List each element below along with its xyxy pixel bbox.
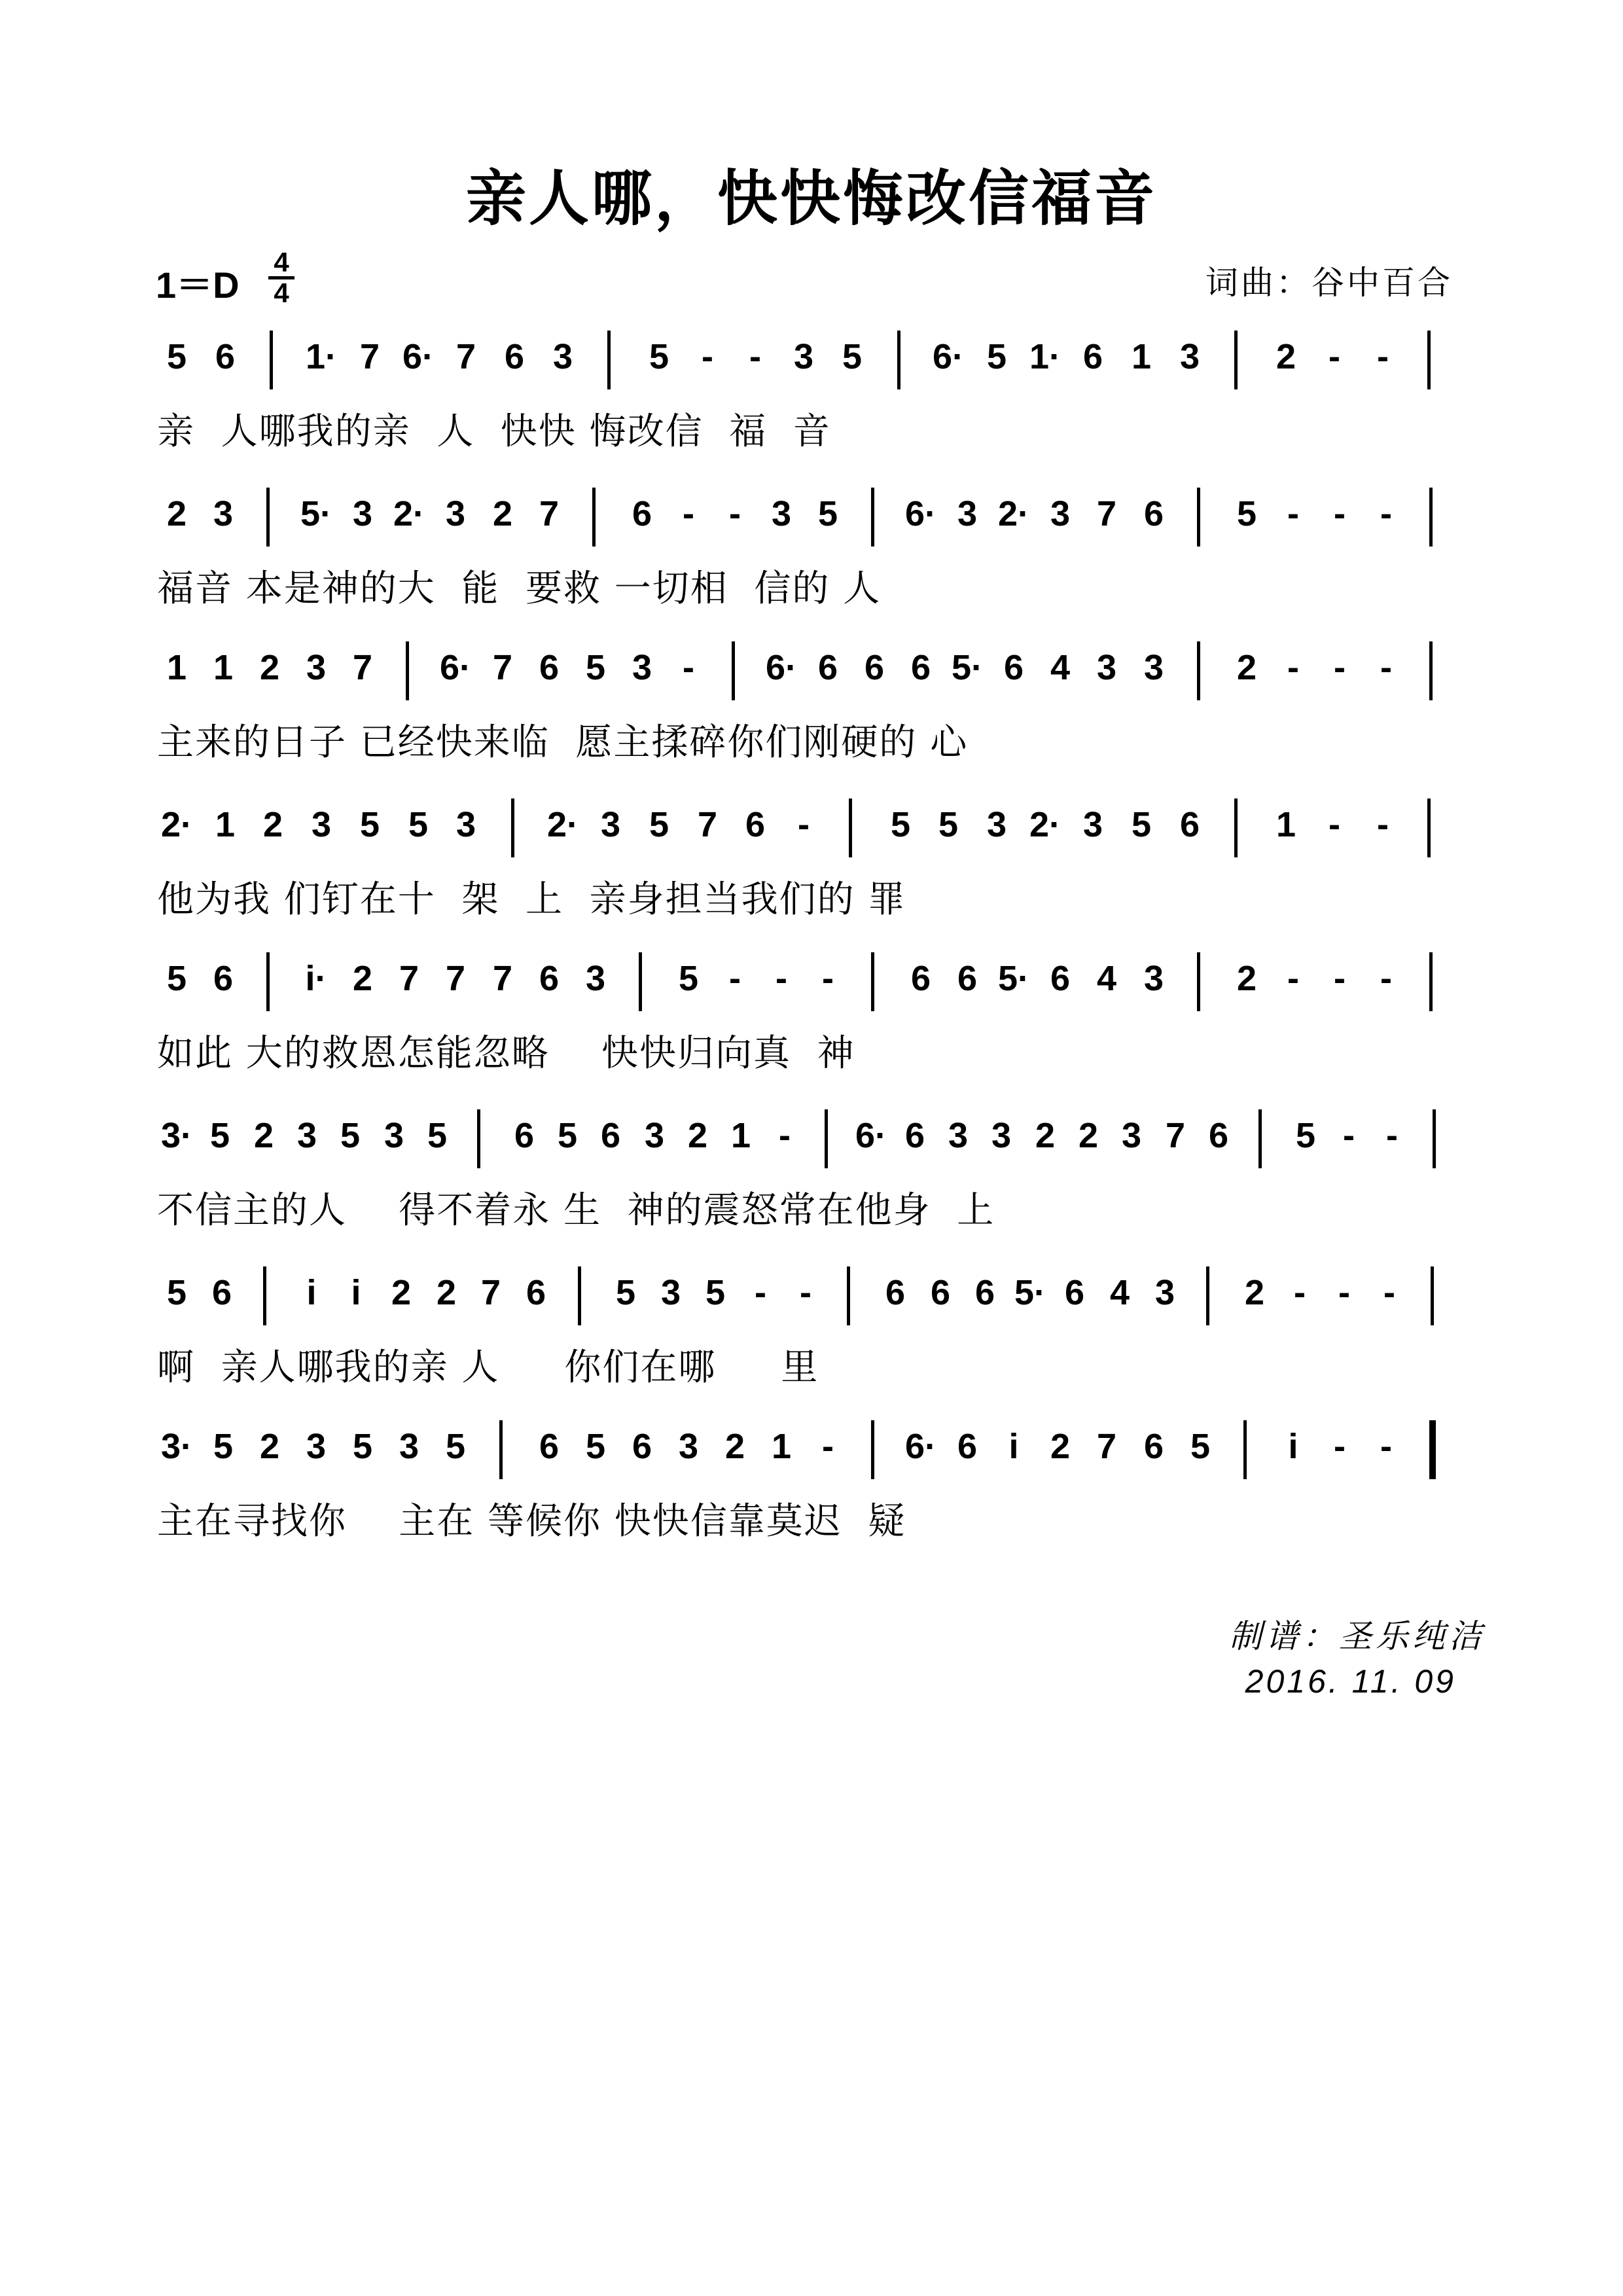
note: i (1008, 1427, 1019, 1466)
barline (406, 641, 409, 700)
arrangement-date: 2016. 11. 09 (1245, 1663, 1456, 1700)
note-dash: - (1380, 1427, 1392, 1466)
final-barline (1429, 1420, 1436, 1479)
barline (639, 952, 642, 1011)
note: 2 (1078, 1116, 1099, 1155)
note: 1 (215, 805, 236, 844)
barline (263, 1266, 266, 1325)
lyric-line: 不信主的人 得不着永 生 神的震怒常在他身 上 (157, 1189, 995, 1232)
time-signature-top: 4 (274, 247, 289, 278)
note: 5 (209, 1116, 230, 1155)
staff-line (157, 638, 1472, 776)
note: 6 (1208, 1116, 1229, 1155)
note: 3 (793, 337, 814, 376)
barline (511, 798, 514, 857)
note-dash: - (1380, 494, 1392, 533)
notation-row (157, 1417, 1472, 1496)
note: 6 (1143, 1427, 1164, 1466)
note: 2· (546, 805, 579, 844)
note: 2 (1236, 959, 1257, 998)
note-dash: - (1329, 337, 1340, 376)
note-dash: - (1287, 648, 1299, 687)
note: 3 (1121, 1116, 1142, 1155)
note: 2 (436, 1273, 457, 1312)
note: 7 (492, 959, 513, 998)
note: 3 (311, 805, 332, 844)
barline (592, 488, 596, 547)
note: 5 (585, 648, 606, 687)
note: 6· (855, 1116, 887, 1155)
note: 3 (1154, 1273, 1175, 1312)
note-dash: - (729, 494, 741, 533)
note-dash: - (1334, 494, 1346, 533)
note: 6· (765, 648, 797, 687)
notation-row (157, 949, 1472, 1028)
barline (1427, 331, 1431, 389)
note: 6 (974, 1273, 995, 1312)
note: 7 (697, 805, 718, 844)
barline (270, 331, 273, 389)
note: 6· (904, 494, 936, 533)
note: 3· (160, 1427, 192, 1466)
note-dash: - (1383, 1273, 1395, 1312)
note: 6 (910, 648, 931, 687)
note: 4 (1096, 959, 1117, 998)
note: i· (305, 959, 327, 998)
note-dash: - (798, 805, 810, 844)
note: 2 (1275, 337, 1296, 376)
note: 7 (455, 337, 476, 376)
note-dash: - (749, 337, 761, 376)
note-dash: - (1343, 1116, 1355, 1155)
note: 7 (399, 959, 419, 998)
barline (1206, 1266, 1209, 1325)
note: 7 (539, 494, 560, 533)
note: 5 (842, 337, 863, 376)
note: 7 (1096, 1427, 1117, 1466)
note: 7 (359, 337, 380, 376)
note: 4 (1050, 648, 1071, 687)
note: 5 (445, 1427, 466, 1466)
note: 6 (1179, 805, 1200, 844)
note-dash: - (822, 959, 834, 998)
note: 5 (213, 1427, 234, 1466)
note-dash: - (683, 648, 694, 687)
note: 2 (1236, 648, 1257, 687)
note: 5 (585, 1427, 606, 1466)
note: 2 (262, 805, 283, 844)
note: 1· (305, 337, 337, 376)
barline (897, 331, 901, 389)
note: 3 (306, 648, 327, 687)
barline (1197, 488, 1200, 547)
note: 1 (166, 648, 187, 687)
note: i (351, 1273, 361, 1312)
note: 3 (1179, 337, 1200, 376)
barline (499, 1420, 503, 1479)
note: 3 (383, 1116, 404, 1155)
composer-credit: 词曲：谷中百合 (1205, 264, 1453, 302)
lyric-line: 啊 亲人哪我的亲 人 你们在哪 里 (157, 1346, 819, 1389)
note: 6 (600, 1116, 621, 1155)
barline (1197, 641, 1200, 700)
note: 5· (300, 494, 332, 533)
staff-line (157, 327, 1472, 465)
barline (266, 952, 270, 1011)
key-signature: 1＝D (156, 264, 240, 306)
note: 5 (557, 1116, 578, 1155)
arranger-credit: 制谱：圣乐纯洁 (1229, 1617, 1486, 1655)
note: 5 (166, 959, 187, 998)
barline (1258, 1109, 1262, 1168)
notation-row (157, 1263, 1472, 1342)
lyric-line: 主在寻找你 主在 等候你 快快信靠莫迟 疑 (157, 1500, 906, 1543)
note: 3 (399, 1427, 419, 1466)
note-dash: - (729, 959, 741, 998)
note: 3 (455, 805, 476, 844)
note: 3 (991, 1116, 1012, 1155)
note: 3 (660, 1273, 681, 1312)
note-dash: - (1287, 959, 1299, 998)
note: 3 (948, 1116, 969, 1155)
barline (1429, 488, 1433, 547)
note: 2 (1244, 1273, 1265, 1312)
note: 2 (259, 648, 280, 687)
note: 6 (215, 337, 236, 376)
note-dash: - (1377, 805, 1389, 844)
notation-row (157, 327, 1472, 406)
note: 3 (957, 494, 978, 533)
note: 6· (402, 337, 434, 376)
note: 3 (352, 494, 373, 533)
note-dash: - (1338, 1273, 1350, 1312)
barline (1243, 1420, 1247, 1479)
notation-row (157, 795, 1472, 874)
note-dash: - (1334, 648, 1346, 687)
note: 3 (213, 494, 234, 533)
note: 5 (1236, 494, 1257, 533)
note: 1 (1275, 805, 1296, 844)
barline (578, 1266, 581, 1325)
staff-line (157, 1263, 1472, 1401)
note: 1 (730, 1116, 751, 1155)
barline (871, 952, 874, 1011)
lyric-line: 如此 大的救恩怎能忽略 快快归向真 神 (157, 1032, 855, 1075)
barline (607, 331, 611, 389)
note: 6 (1050, 959, 1071, 998)
note: 6 (817, 648, 838, 687)
note: 6 (745, 805, 766, 844)
note: 5 (427, 1116, 448, 1155)
time-signature (268, 249, 294, 307)
note: 5 (166, 1273, 187, 1312)
note: 6 (514, 1116, 535, 1155)
note-dash: - (1329, 805, 1340, 844)
barline (1427, 798, 1431, 857)
note-dash: - (822, 1427, 834, 1466)
note: 5 (1295, 1116, 1316, 1155)
note: 5 (678, 959, 699, 998)
note-dash: - (1386, 1116, 1398, 1155)
note: 6 (864, 648, 885, 687)
note-dash: - (1294, 1273, 1306, 1312)
note: 5 (408, 805, 429, 844)
lyric-line: 亲 人哪我的亲 人 快快 悔改信 福 音 (157, 410, 831, 453)
lyric-line: 他为我 们钉在十 架 上 亲身担当我们的 罪 (157, 878, 906, 921)
time-signature-bottom: 4 (268, 276, 294, 307)
note: 2· (1029, 805, 1061, 844)
note-dash: - (1377, 337, 1389, 376)
note: 6· (932, 337, 964, 376)
note: 5 (352, 1427, 373, 1466)
note: i (1288, 1427, 1298, 1466)
barline (477, 1109, 480, 1168)
note-dash: - (776, 959, 787, 998)
note: 6 (539, 648, 560, 687)
note-dash: - (800, 1273, 812, 1312)
note: 6 (539, 1427, 560, 1466)
note: 6 (930, 1273, 951, 1312)
note: 3 (1050, 494, 1071, 533)
barline (1429, 641, 1433, 700)
note: 2 (492, 494, 513, 533)
note: 5 (890, 805, 911, 844)
note: 2 (253, 1116, 274, 1155)
note: 7 (1096, 494, 1117, 533)
note: 6 (539, 959, 560, 998)
note: 3 (296, 1116, 317, 1155)
lyric-line: 主来的日子 已经快来临 愿主揉碎你们刚硬的 心 (157, 721, 969, 764)
note: i (306, 1273, 317, 1312)
lyric-line: 福音 本是神的大 能 要救 一切相 信的 人 (157, 567, 882, 610)
note: 5 (649, 337, 669, 376)
note: 2 (1035, 1116, 1056, 1155)
note: 3 (1082, 805, 1103, 844)
note: 6 (904, 1116, 925, 1155)
note-dash: - (1380, 959, 1392, 998)
note: 3 (678, 1427, 699, 1466)
note: 1 (771, 1427, 792, 1466)
note: 3 (306, 1427, 327, 1466)
song-title: 亲人哪，快快悔改信福音 (465, 164, 1157, 234)
note: 2 (687, 1116, 708, 1155)
note: 5 (817, 494, 838, 533)
notation-row (157, 638, 1472, 717)
note: 1 (1131, 337, 1152, 376)
note: 2· (160, 805, 192, 844)
note: 5 (359, 805, 380, 844)
note: 5 (1190, 1427, 1211, 1466)
staff-line (157, 949, 1472, 1086)
barline (1197, 952, 1200, 1011)
note: 2 (1050, 1427, 1071, 1466)
note: 4 (1109, 1273, 1130, 1312)
staff-line (157, 484, 1472, 622)
note: 5 (615, 1273, 636, 1312)
note: 7 (492, 648, 513, 687)
barline (825, 1109, 828, 1168)
note: 5 (166, 337, 187, 376)
note: 7 (445, 959, 466, 998)
note-dash: - (1287, 494, 1299, 533)
note: 3 (600, 805, 621, 844)
note: 3 (771, 494, 792, 533)
note: 3 (632, 648, 652, 687)
staff-line (157, 1106, 1472, 1244)
note-dash: - (1334, 959, 1346, 998)
note-dash: - (779, 1116, 791, 1155)
barline (1433, 1109, 1436, 1168)
note: 6 (504, 337, 525, 376)
barline (732, 641, 735, 700)
note: 5 (649, 805, 669, 844)
note: 1· (1029, 337, 1061, 376)
note: 6· (439, 648, 471, 687)
note: 6 (957, 959, 978, 998)
barline (1429, 952, 1433, 1011)
note: 5 (1131, 805, 1152, 844)
note: 3 (644, 1116, 665, 1155)
note: 2 (259, 1427, 280, 1466)
notation-row (157, 1106, 1472, 1185)
note: 5 (986, 337, 1007, 376)
note: 3 (1143, 959, 1164, 998)
note: 3 (552, 337, 573, 376)
note: 5· (951, 648, 983, 687)
note: 3 (1143, 648, 1164, 687)
note: 6 (632, 1427, 652, 1466)
note: 5 (705, 1273, 726, 1312)
note: 6 (213, 959, 234, 998)
note: 7 (480, 1273, 501, 1312)
note-dash: - (702, 337, 713, 376)
note: 1 (213, 648, 234, 687)
barline (1234, 798, 1238, 857)
barline (871, 1420, 874, 1479)
barline (1431, 1266, 1434, 1325)
note: 6 (526, 1273, 546, 1312)
note: 6 (885, 1273, 906, 1312)
note: 3 (585, 959, 606, 998)
barline (849, 798, 852, 857)
note: 5 (938, 805, 959, 844)
staff-line (157, 795, 1472, 933)
note: 6 (1064, 1273, 1085, 1312)
note: 3· (160, 1116, 192, 1155)
note: 6 (910, 959, 931, 998)
note: 6· (904, 1427, 936, 1466)
note-dash: - (755, 1273, 766, 1312)
note: 2 (391, 1273, 412, 1312)
barline (266, 488, 270, 547)
note-dash: - (1380, 648, 1392, 687)
staff-line (157, 1417, 1472, 1554)
note: 6 (211, 1273, 232, 1312)
barline (847, 1266, 850, 1325)
note: 7 (1165, 1116, 1186, 1155)
note: 3 (986, 805, 1007, 844)
note: 6 (1003, 648, 1024, 687)
note: 2 (166, 494, 187, 533)
note: 3 (445, 494, 466, 533)
note: 5· (997, 959, 1029, 998)
note: 5· (1014, 1273, 1046, 1312)
note: 2· (997, 494, 1029, 533)
barline (871, 488, 874, 547)
note: 5 (340, 1116, 361, 1155)
note: 6 (1082, 337, 1103, 376)
notation-row (157, 484, 1472, 563)
barline (1234, 331, 1238, 389)
note: 3 (1096, 648, 1117, 687)
note: 6 (1143, 494, 1164, 533)
note: 2 (724, 1427, 745, 1466)
note: 2 (352, 959, 373, 998)
note: 6 (632, 494, 652, 533)
note-dash: - (1334, 1427, 1346, 1466)
note: 2· (393, 494, 425, 533)
note: 7 (352, 648, 373, 687)
note: 6 (957, 1427, 978, 1466)
note-dash: - (683, 494, 694, 533)
